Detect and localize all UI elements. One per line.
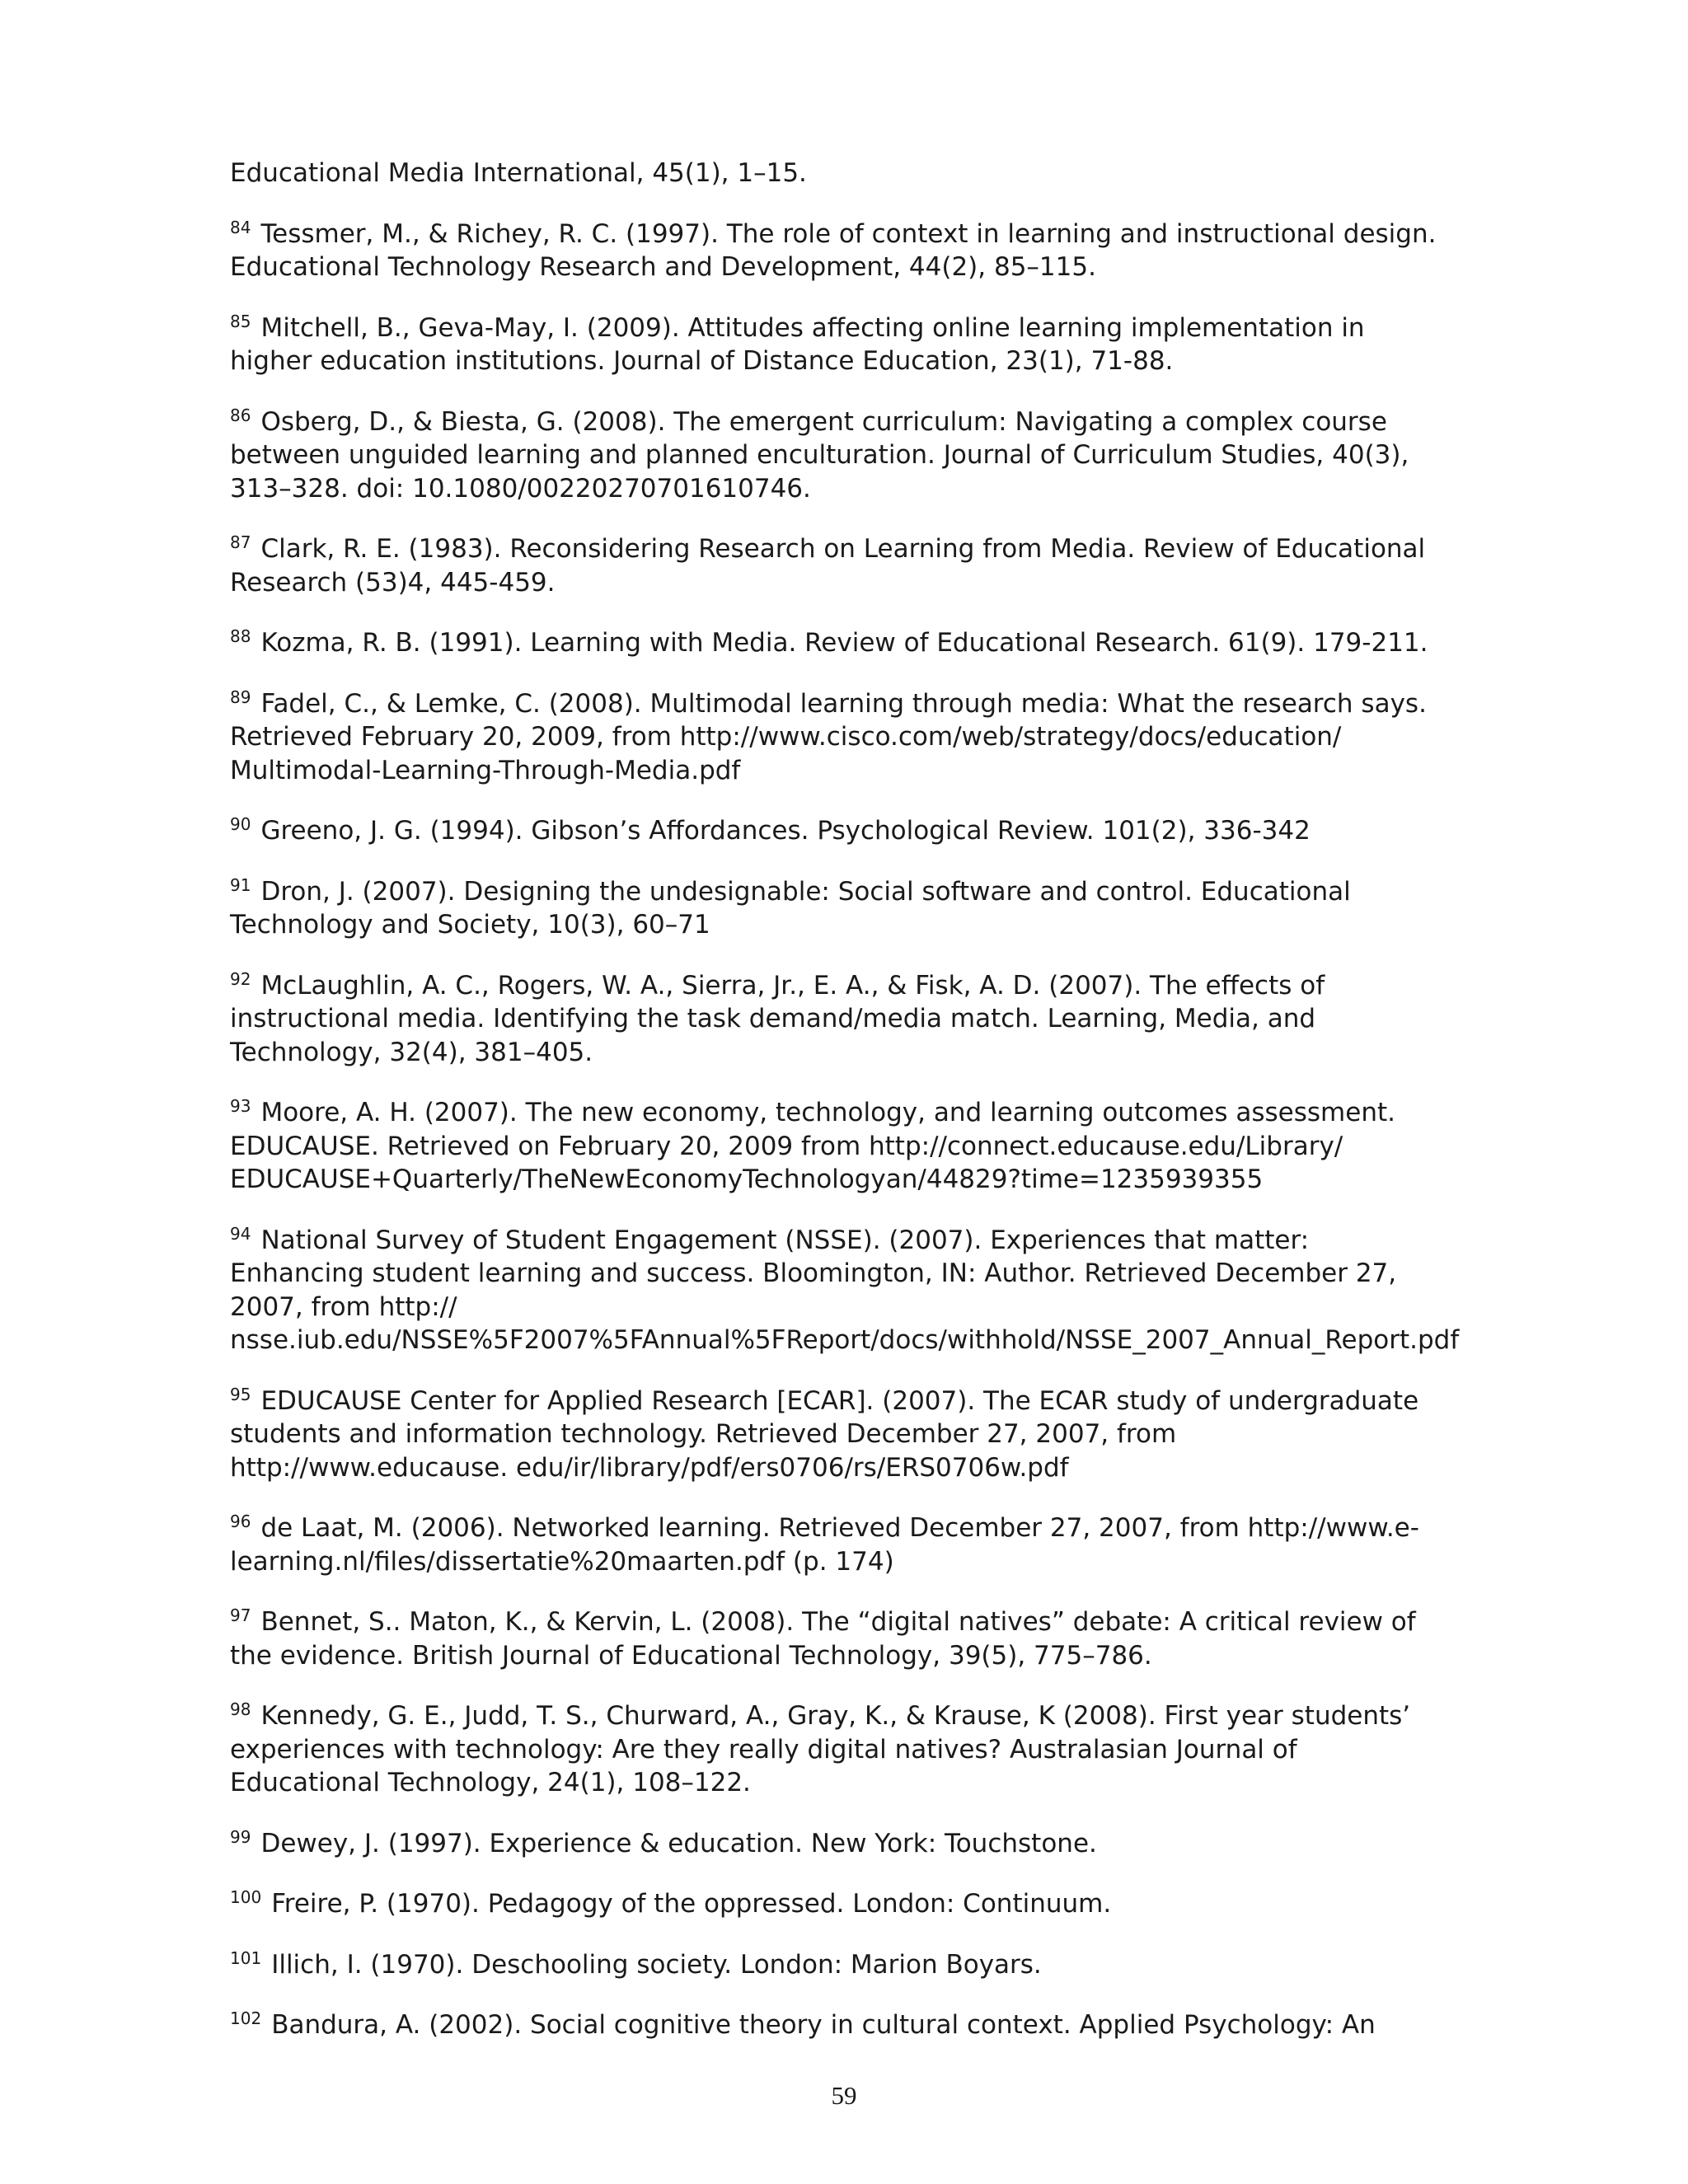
endnote-number: 90 — [230, 814, 251, 834]
endnote — [230, 2008, 1450, 2042]
endnote-text: Illich, I. (1970). Deschooling society. London: Marion Boyars. — [271, 1949, 1042, 1980]
endnote — [230, 1096, 1450, 1197]
endnote — [230, 1223, 1460, 1357]
endnote-text: Bandura, A. (2002). Social cognitive theory in cultural context. Applied Psychology: An — [271, 2010, 1376, 2040]
endnote-number: 86 — [230, 405, 251, 425]
endnote — [230, 218, 1450, 284]
endnote-number: 101 — [230, 1947, 262, 1968]
endnote-number: 97 — [230, 1605, 251, 1625]
endnote-number: 92 — [230, 968, 251, 989]
endnote-text: Dewey, J. (1997). Experience & education. New York: Touchstone. — [260, 1828, 1097, 1858]
endnote-text: Moore, A. H. (2007). The new economy, technology, and learning outcomes assessment. EDUCAUSE. Retrieved on February 20, 2009 from http://connect.educause.edu/Library/ EDUCAUSE+Quarterly/TheNewEconomyTechnologyan/44829?time=1235939355 — [230, 1098, 1395, 1194]
endnote-number: 89 — [230, 687, 251, 707]
endnote — [230, 312, 1450, 378]
page-number: 59 — [831, 2081, 857, 2110]
endnote-number: 85 — [230, 311, 251, 331]
endnote-number: 94 — [230, 1223, 251, 1244]
endnote — [230, 1887, 1450, 1921]
endnote — [230, 626, 1450, 660]
endnote — [230, 405, 1450, 506]
endnote — [230, 1385, 1450, 1485]
endnote — [230, 969, 1450, 1070]
endnote-number: 88 — [230, 626, 251, 646]
endnotes-list — [230, 157, 1460, 2069]
endnote — [230, 1827, 1450, 1861]
endnote-text: Freire, P. (1970). Pedagogy of the oppressed. London: Continuum. — [271, 1889, 1112, 1919]
endnote-text: Osberg, D., & Biesta, G. (2008). The emergent curriculum: Navigating a complex course between unguided learning and planned enculturation. Journal of Curriculum Studies, 40(3), 313–328. doi: 10.1080/00220270701610746. — [230, 406, 1409, 504]
endnote-text: Kozma, R. B. (1991). Learning with Media. Review of Educational Research. 61(9). 179-211. — [260, 628, 1428, 658]
endnote-number: 96 — [230, 1511, 251, 1531]
endnote-number: 91 — [230, 874, 251, 895]
endnote-text: Fadel, C., & Lemke, C. (2008). Multimodal learning through media: What the research says. Retrieved February 20, 2009, from http://www.cisco.com/web/strategy/docs/education/ Multimodal-Learning-Through-Media.pdf — [230, 688, 1427, 785]
endnote-text: Dron, J. (2007). Designing the undesignable: Social software and control. Educational Technology and Society, 10(3), 60–71 — [230, 876, 1351, 940]
endnote-text: Tessmer, M., & Richey, R. C. (1997). The role of context in learning and instructional design. Educational Technology Research and Development, 44(2), 85–115. — [230, 218, 1437, 282]
endnote-number: 98 — [230, 1699, 251, 1719]
endnote-number: 102 — [230, 2008, 262, 2028]
endnote — [230, 1511, 1450, 1578]
endnote — [230, 1605, 1450, 1672]
endnote-text: Educational Media International, 45(1), 1–15. — [230, 158, 807, 188]
endnote-number: 93 — [230, 1096, 251, 1116]
endnote — [230, 157, 1450, 190]
endnote-text: Kennedy, G. E., Judd, T. S., Churward, A., Gray, K., & Krause, K (2008). First year students’ experiences with technology: Are they really digital natives? Australasian Journal of Educational Technology, 24(1), 108–122. — [230, 1701, 1411, 1797]
endnote — [230, 875, 1450, 942]
endnote-text: Greeno, J. G. (1994). Gibson’s Affordances. Psychological Review. 101(2), 336-342 — [260, 816, 1311, 846]
endnote-text: National Survey of Student Engagement (NSSE). (2007). Experiences that matter: Enhancing student learning and success. Bloomington, IN: Author. Retrieved December 27, 2007, from http:// nsse.iub.edu/NSSE%5F2007%5FAnnual%5FReport/docs/withhold/NSSE_2007_Annual_Report.pdf — [230, 1225, 1460, 1355]
endnote-text: Bennet, S.. Maton, K., & Kervin, L. (2008). The “digital natives” debate: A critical review of the evidence. British Journal of Educational Technology, 39(5), 775–786. — [230, 1607, 1416, 1671]
endnote-text: de Laat, M. (2006). Networked learning. Retrieved December 27, 2007, from http://www.e-learning.nl/files/dissertatie%20maarten.pdf (p. 174) — [230, 1513, 1419, 1577]
endnote-number: 87 — [230, 532, 251, 552]
endnote — [230, 814, 1450, 848]
endnote-number: 84 — [230, 217, 251, 237]
endnote — [230, 1699, 1450, 1800]
endnote — [230, 532, 1450, 599]
endnote-text: EDUCAUSE Center for Applied Research [ECAR]. (2007). The ECAR study of undergraduate students and information technology. Retrieved December 27, 2007, from http://www.educause. edu/ir/library/pdf/ers0706/rs/ERS0706w.pdf — [230, 1385, 1419, 1483]
endnote-text: Clark, R. E. (1983). Reconsidering Research on Learning from Media. Review of Educational Research (53)4, 445-459. — [230, 534, 1426, 598]
endnote-number: 100 — [230, 1887, 262, 1907]
endnote-number: 99 — [230, 1826, 251, 1847]
endnote-text: Mitchell, B., Geva-May, I. (2009). Attitudes affecting online learning implementation in higher education institutions. Journal of Distance Education, 23(1), 71-88. — [230, 312, 1365, 376]
endnote-number: 95 — [230, 1384, 251, 1404]
endnote-text: McLaughlin, A. C., Rogers, W. A., Sierra, Jr., E. A., & Fisk, A. D. (2007). The effects of instructional media. Identifying the task demand/media match. Learning, Media, and Technology, 32(4), 381–405. — [230, 970, 1325, 1067]
endnote — [230, 687, 1450, 788]
endnote — [230, 1948, 1450, 1982]
